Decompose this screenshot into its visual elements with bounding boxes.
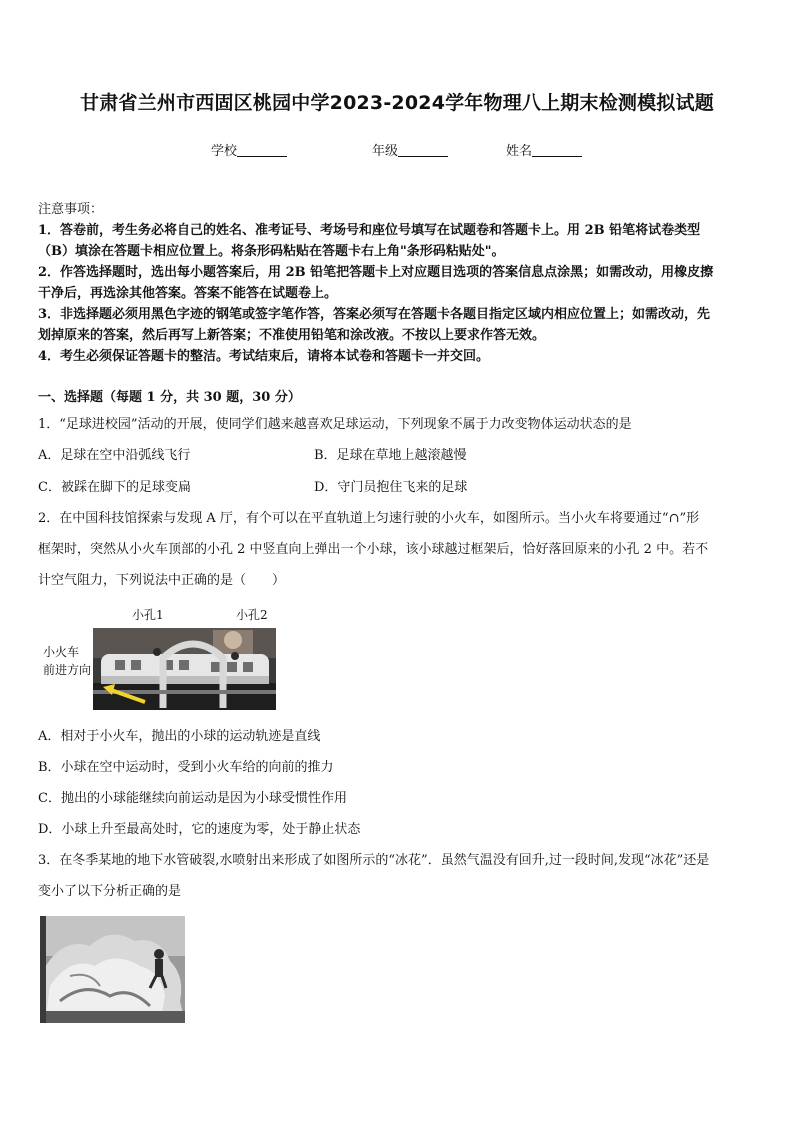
school-field xyxy=(211,140,287,159)
notice-item-3b: 划掉原来的答案，然后再写上新答案；不准使用铅笔和涂改液。不按以上要求作答无效。 xyxy=(38,328,546,343)
notice-item-3a: 3．非选择题必须用黑色字迹的钢笔或签字笔作答，答案必须写在答题卡各题目指定区域内相应位置上；如需改动，先 xyxy=(38,307,711,322)
fig-label-direction: 前进方向 xyxy=(43,663,92,677)
q2-option-a: A．相对于小火车，抛出的小球的运动轨迹是直线 xyxy=(38,729,321,744)
ice-flower-drawing xyxy=(40,916,185,1023)
q2-option-d: D．小球上升至最高处时，它的速度为零，处于静止状态 xyxy=(38,822,361,837)
q2-stem-line-2: 框架时，突然从小火车顶部的小孔 2 中竖直向上弹出一个小球，该小球越过框架后，恰好落回原来的小孔 2 中。若不 xyxy=(38,542,709,557)
q2-option-c: C．抛出的小球能继续向前运动是因为小球受惯性作用 xyxy=(38,791,347,806)
notice-item-2b: 干净后，再选涂其他答案。答案不能答在试题卷上。 xyxy=(38,286,338,301)
notice-heading: 注意事项： xyxy=(38,202,104,217)
school-label: 学校 xyxy=(211,144,238,159)
name-field xyxy=(506,140,582,159)
name-blank xyxy=(532,144,582,157)
q1-option-c: C．被踩在脚下的足球变扁 xyxy=(38,480,191,495)
q1-option-a: A．足球在空中沿弧线飞行 xyxy=(38,448,191,463)
q1-option-b: B．足球在草地上越滚越慢 xyxy=(314,448,467,463)
fig-label-hole-1: 小孔1 xyxy=(132,608,164,622)
fig-label-hole-2: 小孔2 xyxy=(236,608,268,622)
q3-stem-line-2: 变小了以下分析正确的是 xyxy=(38,884,182,899)
notice-item-2a: 2．作答选择题时，选出每小题答案后，用 2B 铅笔把答题卡上对应题目选项的答案信息点涂黑；如需改动，用橡皮擦 xyxy=(38,265,714,280)
train-photo xyxy=(93,628,276,710)
q2-stem-line-3: 计空气阻力，下列说法中正确的是（ ） xyxy=(38,573,286,588)
grade-label: 年级 xyxy=(372,144,399,159)
grade-field xyxy=(372,140,448,159)
section-heading: 一、选择题（每题 1 分，共 30 题，30 分） xyxy=(38,390,301,405)
name-label: 姓名 xyxy=(506,144,533,159)
notice-item-1a: 1．答卷前，考生务必将自己的姓名、准考证号、考场号和座位号填写在试题卷和答题卡上。用 2B 铅笔将试卷类型 xyxy=(38,223,701,238)
train-photo-drawing xyxy=(93,628,276,710)
fig-label-train: 小火车 xyxy=(43,645,80,659)
q2-option-b: B．小球在空中运动时，受到小火车给的向前的推力 xyxy=(38,760,334,775)
notice-item-4: 4．考生必须保证答题卡的整洁。考试结束后，请将本试卷和答题卡一并交回。 xyxy=(38,349,490,364)
school-blank xyxy=(237,144,287,157)
ice-flower-photo xyxy=(40,916,185,1023)
q2-stem-line-1: 2．在中国科技馆探索与发现 A 厅，有个可以在平直轨道上匀速行驶的小火车，如图所示。当小火车将要通过“∩”形 xyxy=(38,511,700,526)
q3-stem-line-1: 3．在冬季某地的地下水管破裂,水喷射出来形成了如图所示的“冰花”．虽然气温没有回升,过一段时间,发现“冰花”还是 xyxy=(38,853,710,868)
notice-item-1b: （B）填涂在答题卡相应位置上。将条形码粘贴在答题卡右上角"条形码粘贴处"。 xyxy=(38,244,505,259)
page-title: 甘肃省兰州市西固区桃园中学2023-2024学年物理八上期末检测模拟试题 xyxy=(80,92,714,114)
q1-option-d: D．守门员抱住飞来的足球 xyxy=(314,480,468,495)
grade-blank xyxy=(398,144,448,157)
q1-stem: 1．“足球进校园”活动的开展，使同学们越来越喜欢足球运动，下列现象不属于力改变物体运动状态的是 xyxy=(38,417,632,432)
